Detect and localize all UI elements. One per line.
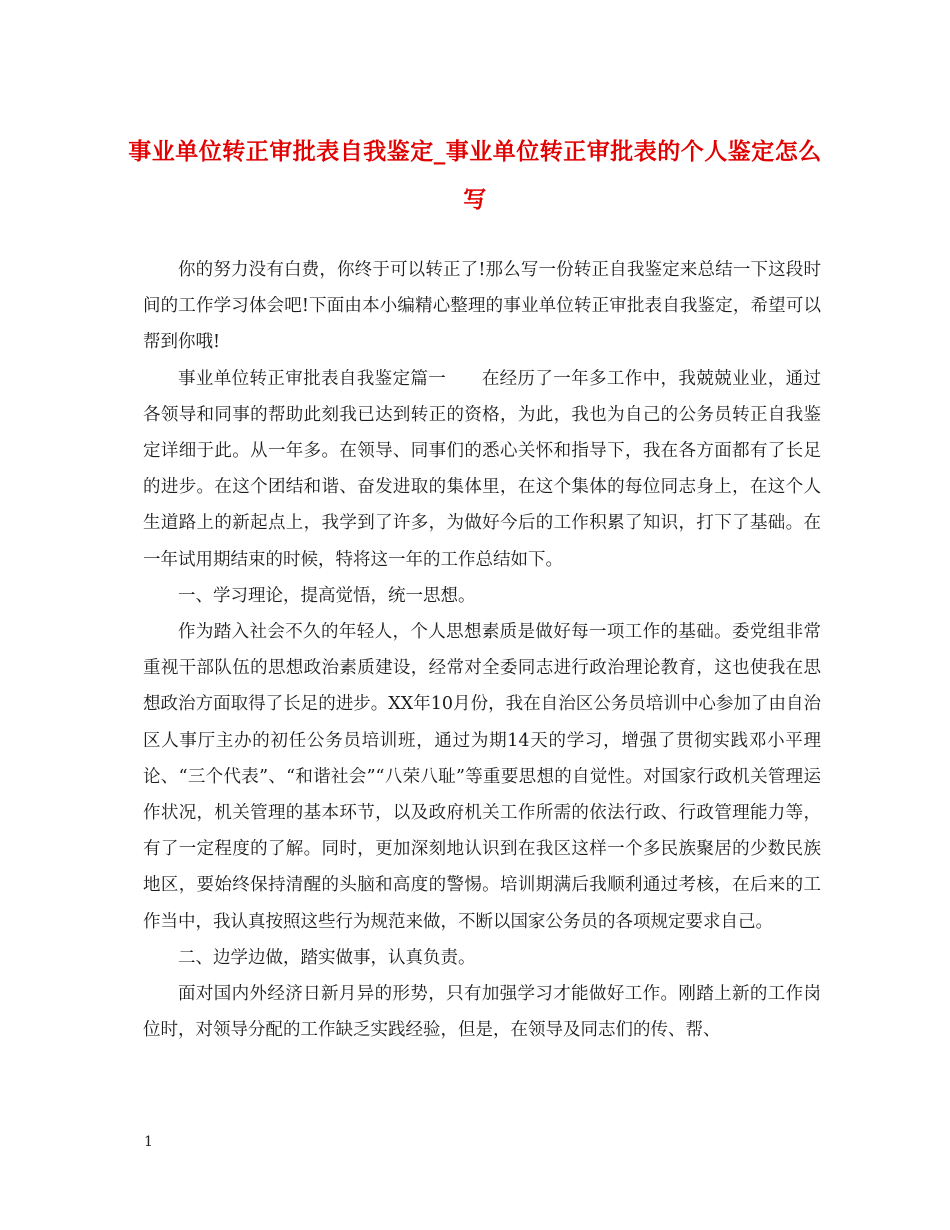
document-body — [143, 252, 821, 1048]
document-title: 事业单位转正审批表自我鉴定_事业单位转正审批表的个人鉴定怎么写 — [128, 138, 822, 213]
section-heading-1: 一、学习理论，提高觉悟，统一思想。 — [178, 585, 476, 606]
section-heading-2: 二、边学边做，踏实做事，认真负责。 — [178, 947, 476, 968]
paragraph-theory: 作为踏入社会不久的年轻人，个人思想素质是做好每一项工作的基础。委党组非常重视干部队伍的思想政治素质建设，经常对全委同志进行政治理论教育，这也使我在思想政治方面取得了长足的进步。XX年10月份，我在自治区公务员培训中心参加了由自治区人事厅主办的初任公务员培训班，通过为期14天的学习，增强了贯彻实践邓小平理论、“三个代表”、“和谐社会”“八荣八耻”等重要思想的自觉性。对国家行政机关管理运作状况，机关管理的基本环节，以及政府机关工作所需的依法行政、行政管理能力等，有了一定程度的了解。同时，更加深刻地认识到在我区这样一个多民族聚居的少数民族地区，要始终保持清醒的头脑和高度的警惕。培训期满后我顺利通过考核，在后来的工作当中，我认真按照这些行为规范来做，不断以国家公务员的各项规定要求自己。 — [143, 622, 821, 932]
paragraph-learning: 面对国内外经济日新月异的形势，只有加强学习才能做好工作。刚踏上新的工作岗位时，对领导分配的工作缺乏实践经验，但是，在领导及同志们的传、帮、 — [143, 984, 821, 1041]
paragraph-part-one: 事业单位转正审批表自我鉴定篇一 在经历了一年多工作中，我兢兢业业，通过各领导和同事的帮助此刻我已达到转正的资格，为此，我也为自己的公务员转正自我鉴定详细于此。从一年多。在领导、同事们的悉心关怀和指导下，我在各方面都有了长足的进步。在这个团结和谐、奋发进取的集体里，在这个集体的每位同志身上，在这个人生道路上的新起点上，我学到了许多，为做好今后的工作积累了知识，打下了基础。在一年试用期结束的时候，特将这一年的工作总结如下。 — [143, 368, 821, 570]
paragraph-intro: 你的努力没有白费，你终于可以转正了!那么写一份转正自我鉴定来总结一下这段时间的工作学习体会吧!下面由本小编精心整理的事业单位转正审批表自我鉴定，希望可以帮到你哦! — [143, 260, 821, 353]
page-number: 1 — [144, 1134, 153, 1150]
